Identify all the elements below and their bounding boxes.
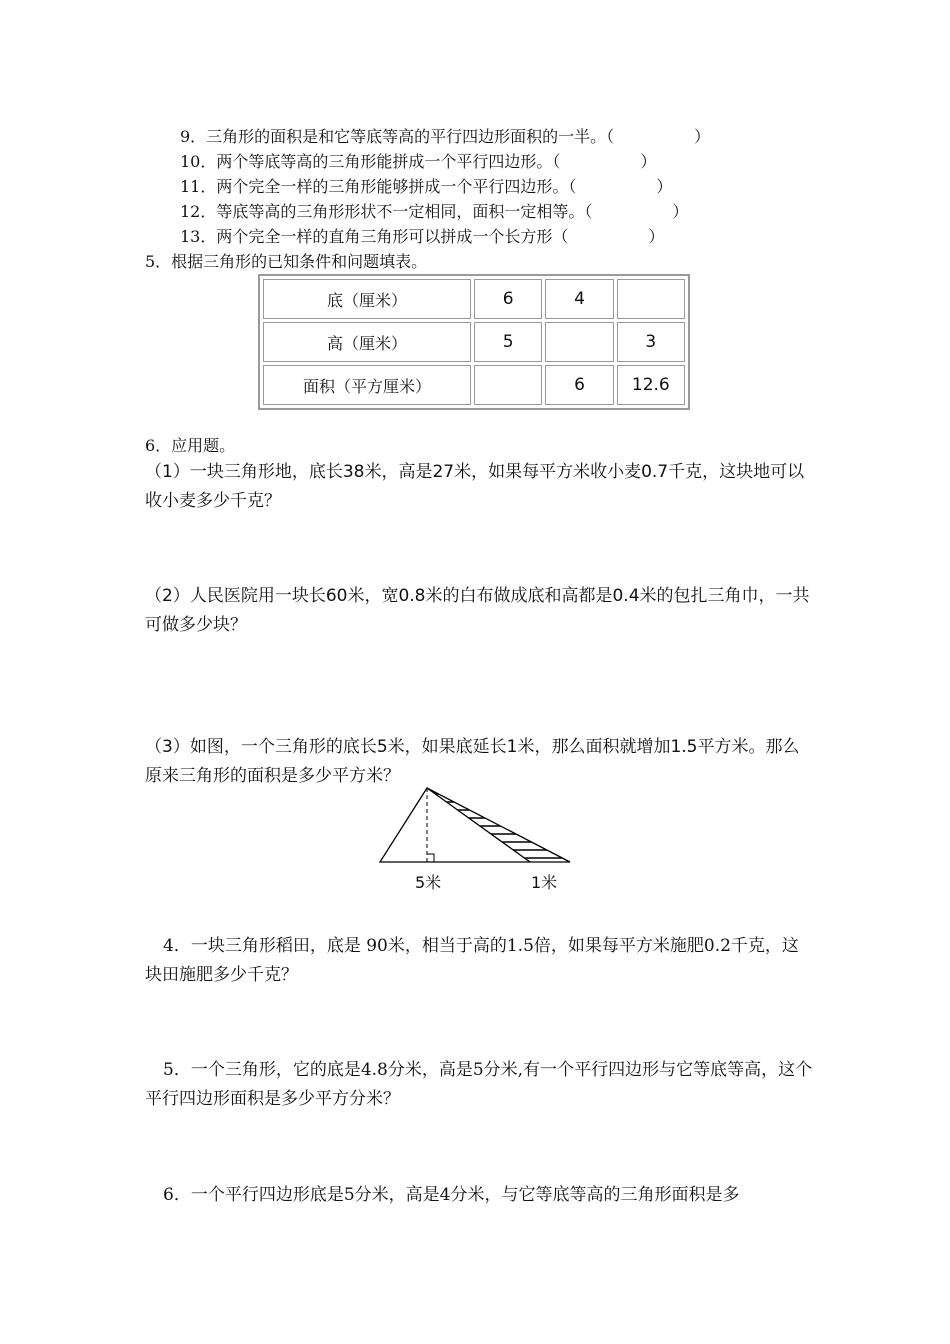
triangle-fill-table [258, 274, 690, 410]
row-label: 面积（平方厘米） [263, 365, 471, 405]
base-label: 5米 [415, 873, 442, 892]
outer-triangle [380, 788, 570, 862]
table-cell: 5 [474, 322, 542, 362]
table-cell: 12.6 [617, 365, 685, 405]
tf-item-9: 9．三角形的面积是和它等底等高的平行四边形面积的一半。（ ） [180, 127, 711, 146]
table-cell [617, 279, 685, 319]
tf-item-10: 10．两个等底等高的三角形能拼成一个平行四边形。（ ） [180, 152, 657, 171]
triangle-figure [370, 780, 590, 870]
table-row [263, 322, 685, 362]
table-cell [545, 322, 613, 362]
table-cell: 6 [474, 279, 542, 319]
right-angle-mark [427, 854, 434, 862]
question-4: 4．一块三角形稻田，底是 90米，相当于高的1.5倍，如果每平方米施肥0.2千克，这块田施肥多少千克？ [145, 936, 799, 985]
row-label: 高（厘米） [263, 322, 471, 362]
table-cell: 3 [617, 322, 685, 362]
table-cell [474, 365, 542, 405]
table-row [263, 365, 685, 405]
question-1: （1）一块三角形地，底长38米，高是27米，如果每平方米收小麦0.7千克，这块地可以收小麦多少千克？ [145, 462, 805, 511]
table-row [263, 279, 685, 319]
tf-item-11: 11．两个完全一样的三角形能够拼成一个平行四边形。（ ） [180, 177, 673, 196]
tf-item-12: 12．等底等高的三角形形状不一定相同，面积一定相等。（ ） [180, 202, 689, 221]
extension-label: 1米 [531, 873, 558, 892]
section5-title: 5．根据三角形的已知条件和问题填表。 [145, 252, 428, 271]
question-2: （2）人民医院用一块长60米，宽0.8米的白布做成底和高都是0.4米的包扎三角巾，一共可做多少块？ [145, 586, 810, 635]
question-5: 5．一个三角形，它的底是4.8分米，高是5分米,有一个平行四边形与它等底等高，这个平行四边形面积是多少平方分米？ [145, 1060, 813, 1109]
table-cell: 6 [545, 365, 613, 405]
question-6: 6．一个平行四边形底是5分米，高是4分米，与它等底等高的三角形面积是多 [163, 1185, 740, 1205]
tf-item-13: 13．两个完全一样的直角三角形可以拼成一个长方形（ ） [180, 227, 665, 246]
question-3: （3）如图，一个三角形的底长5米，如果底延长1米，那么面积就增加1.5平方米。那么原来三角形的面积是多少平方米？ [145, 737, 800, 786]
original-side [427, 788, 530, 862]
section6-title: 6．应用题。 [145, 436, 236, 455]
table-cell: 4 [545, 279, 613, 319]
row-label: 底（厘米） [263, 279, 471, 319]
